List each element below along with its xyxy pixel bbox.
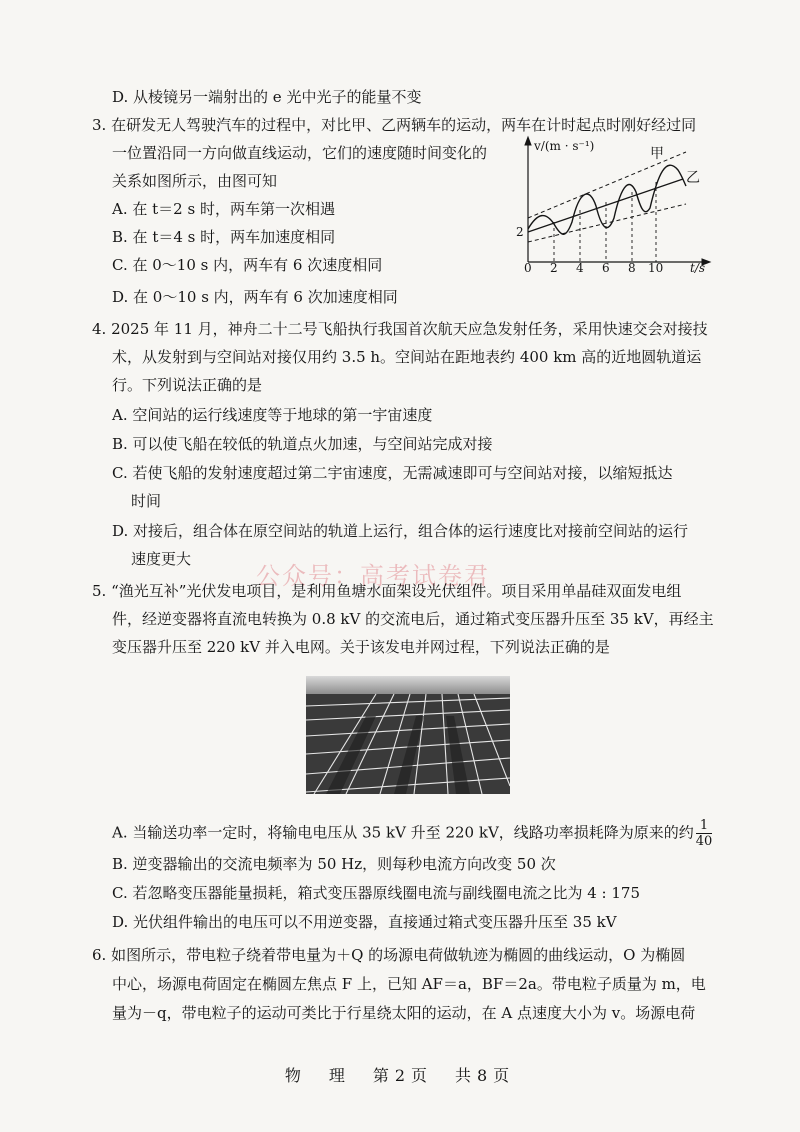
graph-ytick: 2 [516,225,524,239]
graph-xtick-2: 2 [550,261,558,274]
q3-stem-line3: 关系如图所示，由图可知 [112,172,278,190]
q5-option-b: B. 逆变器输出的交流电频率为 50 Hz，则每秒电流方向改变 50 次 [112,855,556,873]
q3-option-b: B. 在 t＝4 s 时，两车加速度相同 [112,228,336,246]
y-axis-arrow [525,137,531,145]
q6-stem-line3: 量为－q，带电粒子的运动可类比于行星绕太阳的运动，在 A 点速度大小为 v。场源电荷 [112,1004,696,1022]
q2-option-d: D. 从棱镜另一端射出的 e 光中光子的能量不变 [112,88,422,106]
q3-velocity-time-graph [508,134,718,274]
graph-ylabel: v/(m · s⁻¹) [534,139,595,153]
q5-option-d: D. 光伏组件输出的电压可以不用逆变器，直接通过箱式变压器升压至 35 kV [112,913,617,931]
q5-option-a [112,818,712,849]
q4-stem-line3: 行。下列说法正确的是 [112,376,263,394]
graph-xtick-10: 10 [648,261,664,274]
q3-option-d: D. 在 0～10 s 内，两车有 6 次加速度相同 [112,288,398,306]
q5-option-c: C. 若忽略变压器能量损耗，箱式变压器原线圈电流与副线圈电流之比为 4 : 175 [112,884,641,902]
q4-option-d-line2: 速度更大 [131,550,192,568]
graph-xtick-8: 8 [628,261,636,274]
q4-stem-line1: 4. 2025 年 11 月，神舟二十二号飞船执行我国首次航天应急发射任务，采用快速交会对接技 [92,320,708,338]
q3-option-c: C. 在 0～10 s 内，两车有 6 次速度相同 [112,256,383,274]
page-footer: 物 理 第2页 共8页 [284,1066,516,1085]
fraction-denominator: 40 [695,834,713,849]
fraction-numerator: 1 [699,818,709,833]
q5-option-a-fraction [696,818,713,849]
q3-stem-line1: 3. 在研发无人驾驶汽车的过程中，对比甲、乙两辆车的运动，两车在计时起点时刚好经过同 [92,116,697,134]
q3-option-a: A. 在 t＝2 s 时，两车第一次相遇 [112,200,335,218]
graph-xtick-0: 0 [524,261,532,274]
graph-label-yi: 乙 [686,170,700,186]
graph-label-jia: 甲 [650,146,664,162]
line-yi [528,179,683,232]
watermark: 公众号：高考试卷君 [256,562,490,590]
q5-stem-line1: 5. “渔光互补”光伏发电项目，是利用鱼塘水面架设光伏组件。项目采用单晶硅双面发电组 [92,582,682,600]
lower-envelope [528,204,686,242]
q5-stem-line2: 件，经逆变器将直流电转换为 0.8 kV 的交流电后，通过箱式变压器升压至 35 kV，再经主 [112,610,714,628]
q4-option-a: A. 空间站的运行线速度等于地球的第一宇宙速度 [112,406,433,424]
q6-stem-line1: 6. 如图所示，带电粒子绕着带电量为＋Q 的场源电荷做轨迹为椭圆的曲线运动，O 为椭圆 [92,946,686,964]
solar-panel-photo [306,676,510,794]
q4-option-c-line2: 时间 [131,492,162,510]
q5-stem-line3: 变压器升压至 220 kV 并入电网。关于该发电并网过程，下列说法正确的是 [112,638,610,656]
q5-option-a-text: A. 当输送功率一定时，将输电电压从 35 kV 升至 220 kV，线路功率损耗降为原来的约 [112,823,694,842]
q3-stem-line2: 一位置沿同一方向做直线运动，它们的速度随时间变化的 [112,144,488,162]
graph-xtick-4: 4 [576,261,584,274]
graph-xlabel: t/s [690,261,706,274]
graph-xtick-6: 6 [602,261,610,274]
q4-stem-line2: 术，从发射到与空间站对接仅用约 3.5 h。空间站在距地表约 400 km 高的近地圆轨道运 [112,348,702,366]
q4-option-b: B. 可以使飞船在较低的轨道点火加速，与空间站完成对接 [112,435,493,453]
q4-option-d-line1: D. 对接后，组合体在原空间站的轨道上运行，组合体的运行速度比对接前空间站的运行 [112,522,689,540]
q4-option-c-line1: C. 若使飞船的发射速度超过第二宇宙速度，无需减速即可与空间站对接，以缩短抵达 [112,464,673,482]
q6-stem-line2: 中心，场源电荷固定在椭圆左焦点 F 上，已知 AF＝a，BF＝2a。带电粒子质量为 m，电 [112,975,706,993]
